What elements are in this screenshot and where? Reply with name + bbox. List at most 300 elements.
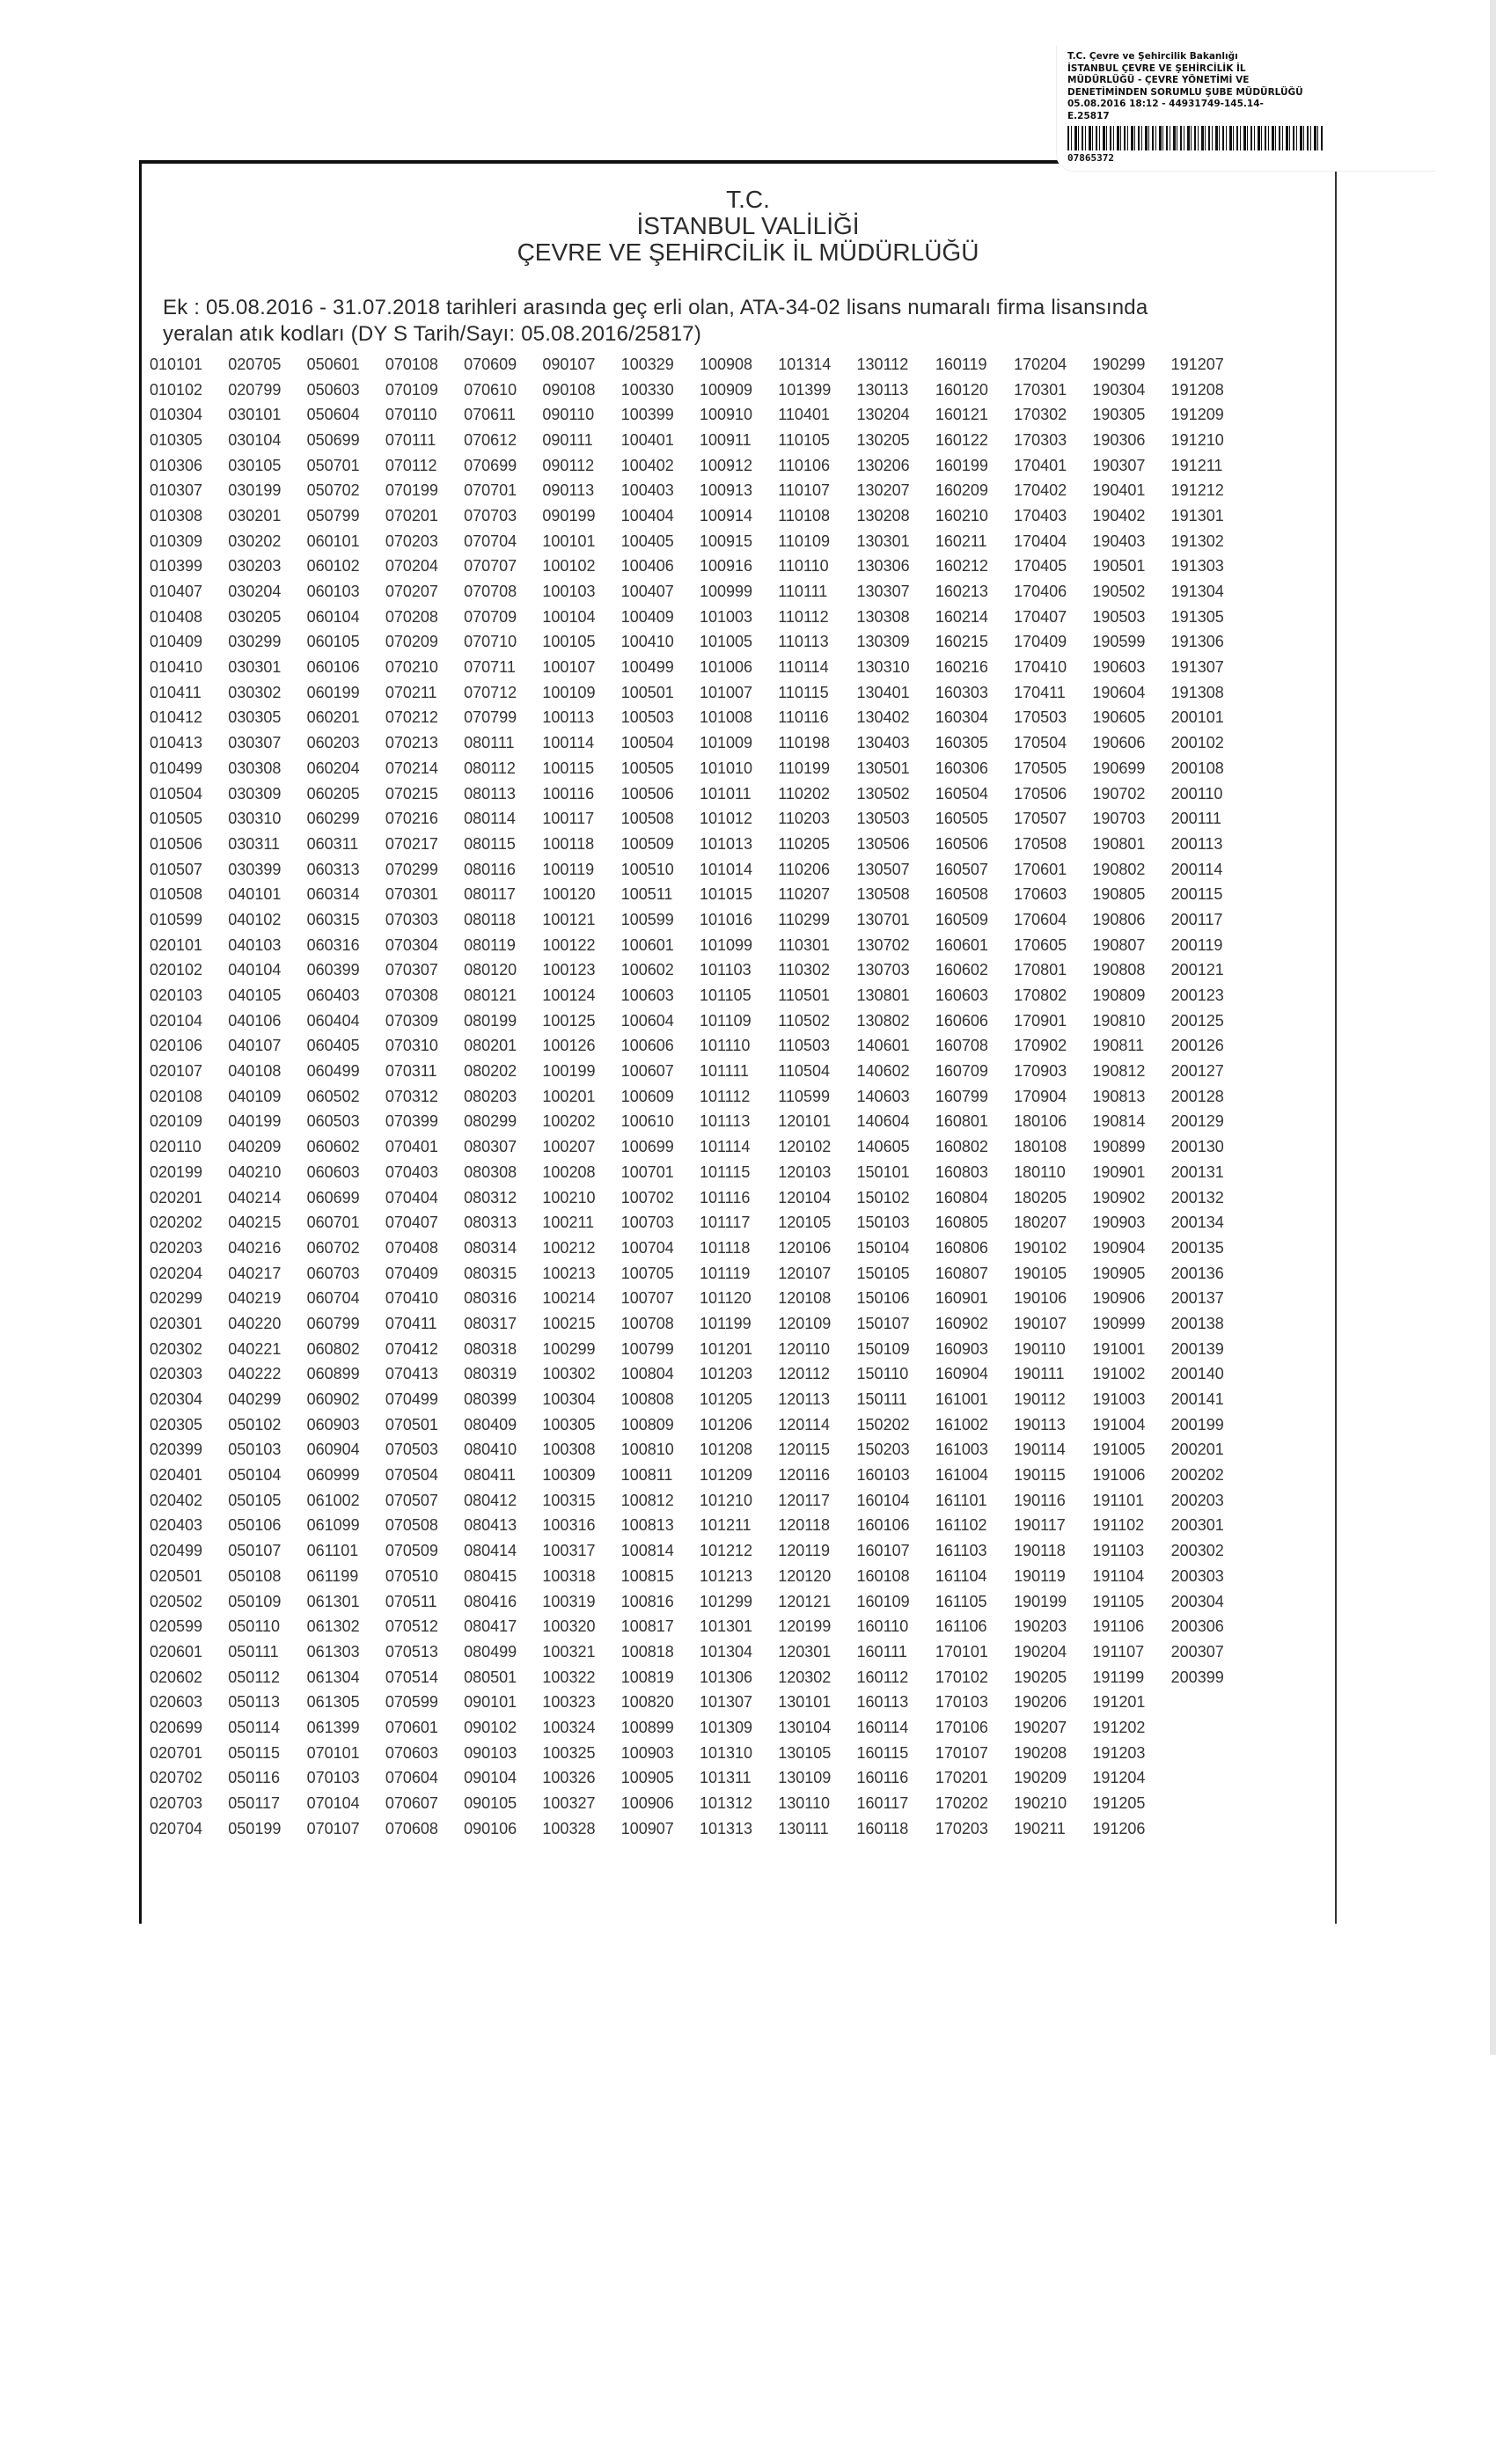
waste-code-cell: 200199	[1170, 1415, 1224, 1434]
waste-code-cell: 030199	[228, 481, 282, 500]
waste-code-cell: 101005	[699, 633, 753, 651]
waste-code-cell: 080314	[464, 1238, 517, 1257]
table-row	[150, 605, 1250, 630]
table-row	[150, 1084, 1250, 1110]
waste-code-cell: 100702	[620, 1188, 674, 1206]
waste-code-cell: 150101	[856, 1162, 910, 1181]
waste-code-cell: 190401	[1092, 481, 1146, 500]
waste-code-cell: 070408	[385, 1238, 438, 1257]
header-line-tc: T.C.	[726, 186, 770, 213]
waste-code-cell: 020402	[150, 1491, 203, 1509]
waste-code-cell: 191210	[1170, 430, 1224, 449]
waste-code-cell: 110503	[778, 1037, 830, 1055]
waste-code-cell: 100708	[620, 1314, 674, 1332]
waste-code-cell: 190813	[1092, 1087, 1146, 1105]
waste-code-cell: 101209	[699, 1466, 753, 1485]
waste-code-cell: 160114	[856, 1718, 909, 1736]
waste-code-cell: 130801	[856, 986, 910, 1005]
waste-code-cell: 030104	[228, 430, 282, 449]
table-row	[150, 1261, 1250, 1287]
waste-code-cell: 190107	[1014, 1314, 1067, 1332]
waste-code-cell: 070501	[385, 1415, 438, 1434]
waste-code-cell: 100914	[699, 506, 753, 524]
waste-code-cell: 190801	[1092, 834, 1146, 853]
waste-code-cell: 101201	[699, 1339, 753, 1358]
waste-code-cell: 070499	[385, 1390, 438, 1409]
waste-code-cell: 080399	[464, 1390, 517, 1409]
waste-code-cell: 070712	[464, 683, 517, 701]
waste-code-cell: 100201	[542, 1087, 596, 1105]
waste-code-cell: 190702	[1092, 784, 1146, 803]
waste-code-cell: 050112	[228, 1668, 281, 1686]
table-row	[150, 1311, 1250, 1337]
table-row	[150, 1488, 1250, 1514]
waste-code-cell: 120302	[778, 1668, 832, 1686]
waste-code-cell: 020202	[150, 1214, 203, 1232]
waste-code-cell: 191104	[1092, 1566, 1145, 1585]
waste-code-cell: 200111	[1170, 810, 1222, 828]
waste-code-cell: 070699	[464, 456, 517, 474]
waste-code-cell: 061002	[306, 1491, 360, 1509]
waste-code-cell: 101012	[699, 810, 753, 828]
waste-code-cell: 060899	[306, 1365, 360, 1383]
waste-code-cell: 101119	[699, 1264, 751, 1282]
waste-code-cell: 040215	[228, 1214, 282, 1232]
waste-code-cell: 100407	[620, 583, 674, 601]
waste-code-cell: 120102	[778, 1138, 832, 1156]
waste-code-cell: 170407	[1014, 607, 1067, 626]
table-row	[150, 1538, 1250, 1564]
waste-code-cell: 070507	[385, 1491, 438, 1509]
waste-code-cell: 030105	[228, 456, 282, 474]
waste-code-cell: 070308	[385, 986, 438, 1005]
waste-code-cell: 150111	[856, 1390, 907, 1409]
waste-code-cell: 100323	[542, 1693, 596, 1712]
waste-code-cell: 010508	[150, 885, 203, 904]
table-row	[150, 1286, 1250, 1311]
waste-code-cell: 190502	[1092, 583, 1146, 601]
waste-code-cell: 160113	[856, 1693, 909, 1712]
waste-code-cell: 100302	[542, 1365, 596, 1383]
waste-code-cell: 160212	[935, 557, 988, 576]
waste-code-cell: 110302	[778, 961, 830, 979]
waste-code-cell: 080202	[464, 1062, 517, 1081]
waste-code-cell: 140601	[856, 1037, 910, 1055]
waste-code-cell: 170801	[1014, 961, 1067, 979]
waste-code-cell: 070503	[385, 1441, 438, 1459]
waste-code-cell: 020599	[150, 1617, 203, 1636]
waste-code-cell: 160199	[935, 456, 988, 474]
waste-code-cell: 170406	[1014, 583, 1067, 601]
waste-code-cell: 050104	[228, 1466, 282, 1485]
waste-code-cell: 060701	[306, 1214, 360, 1232]
waste-code-cell: 100123	[542, 961, 596, 979]
waste-code-cell: 100326	[542, 1769, 596, 1787]
table-row	[150, 680, 1250, 706]
waste-code-cell: 070303	[385, 910, 438, 928]
waste-code-cell: 191212	[1170, 481, 1224, 500]
waste-code-cell: 200202	[1170, 1466, 1224, 1485]
table-row	[150, 630, 1250, 656]
waste-code-cell: 020108	[150, 1087, 203, 1105]
waste-code-cell: 200134	[1170, 1214, 1224, 1232]
waste-code-cell: 191002	[1092, 1365, 1146, 1383]
waste-code-cell: 070199	[385, 481, 438, 500]
waste-code-cell: 100406	[620, 557, 674, 576]
waste-code-cell: 060311	[306, 834, 359, 853]
waste-code-cell: 190102	[1014, 1238, 1067, 1257]
waste-code-cell: 160305	[935, 734, 988, 752]
waste-code-cell: 030301	[228, 658, 282, 677]
waste-code-cell: 010101	[150, 355, 203, 373]
waste-code-cell: 040108	[228, 1062, 282, 1081]
waste-code-cell: 030201	[228, 506, 282, 524]
waste-code-cell: 101103	[699, 961, 752, 979]
waste-code-cell: 130309	[856, 633, 910, 651]
waste-code-cell: 060104	[306, 607, 360, 626]
waste-code-cell: 100118	[542, 834, 595, 853]
waste-code-cell: 101307	[699, 1693, 753, 1712]
waste-code-cell: 100909	[699, 380, 753, 399]
table-row	[150, 453, 1250, 479]
waste-code-cell: 090110	[542, 406, 595, 424]
waste-code-cell: 101008	[699, 708, 753, 727]
waste-code-cell: 110205	[778, 834, 830, 853]
waste-code-cell: 100405	[620, 532, 674, 550]
waste-code-cell: 090108	[542, 380, 596, 399]
waste-code-cell: 061303	[306, 1642, 360, 1661]
waste-code-cell: 160506	[935, 834, 988, 853]
waste-code-cell: 160801	[935, 1112, 988, 1131]
waste-code-cell: 170505	[1014, 759, 1067, 777]
waste-code-cell: 130506	[856, 834, 910, 853]
waste-code-cell: 190403	[1092, 532, 1146, 550]
waste-code-cell: 170504	[1014, 734, 1067, 752]
waste-code-cell: 170301	[1014, 380, 1067, 399]
waste-code-cell: 190307	[1092, 456, 1146, 474]
waste-code-cell: 080111	[464, 734, 515, 752]
waste-code-cell: 130113	[856, 380, 909, 399]
waste-code-cell	[1171, 1741, 1250, 1766]
waste-code-cell: 191106	[1092, 1617, 1145, 1636]
waste-code-cell: 100213	[542, 1264, 596, 1282]
waste-code-cell: 010412	[150, 708, 203, 727]
waste-code-cell: 130403	[856, 734, 910, 752]
waste-code-cell: 100903	[620, 1743, 674, 1762]
waste-code-cell: 100814	[620, 1542, 674, 1560]
waste-code-cell: 200137	[1170, 1289, 1224, 1308]
waste-code-cell: 070108	[385, 355, 438, 373]
waste-code-cell: 180205	[1014, 1188, 1067, 1206]
waste-code-cell: 170411	[1014, 683, 1066, 701]
waste-code-cell: 150102	[856, 1188, 910, 1206]
waste-code-cell: 070215	[385, 784, 438, 803]
waste-code-cell: 130301	[856, 532, 910, 550]
waste-code-cell: 100808	[620, 1390, 674, 1409]
waste-code-cell: 100309	[542, 1466, 596, 1485]
waste-code-cell: 061301	[306, 1592, 360, 1610]
waste-code-cell: 100506	[620, 784, 674, 803]
waste-code-cell: 010308	[150, 506, 203, 524]
waste-code-cell: 160505	[935, 810, 988, 828]
waste-code-cell: 200135	[1170, 1238, 1224, 1257]
waste-code-cell: 070107	[306, 1819, 360, 1837]
waste-code-cell: 070599	[385, 1693, 438, 1712]
waste-code-cell: 060405	[306, 1037, 360, 1055]
waste-code-cell: 070307	[385, 961, 438, 979]
waste-code-cell: 100304	[542, 1390, 596, 1409]
waste-code-cell: 200110	[1170, 784, 1223, 803]
waste-code-cell: 070512	[385, 1617, 438, 1636]
waste-code-cell: 050109	[228, 1592, 282, 1610]
waste-code-cell: 170605	[1014, 935, 1067, 954]
waste-code-cell: 190305	[1092, 406, 1146, 424]
table-row	[150, 730, 1250, 756]
waste-code-cell: 060702	[306, 1238, 360, 1257]
waste-code-cell: 100610	[620, 1112, 674, 1131]
waste-code-cell: 160210	[935, 506, 988, 524]
waste-code-cell: 190906	[1092, 1289, 1146, 1308]
waste-code-cell: 060313	[306, 860, 360, 878]
waste-code-cell: 101109	[699, 1011, 752, 1030]
waste-code-cell: 010499	[150, 759, 203, 777]
waste-code-cell: 130112	[856, 355, 909, 373]
waste-code-cell: 100119	[542, 860, 595, 878]
waste-code-cell: 160119	[935, 355, 987, 373]
waste-code-cell: 020705	[228, 355, 282, 373]
waste-code-cell: 170409	[1014, 633, 1067, 651]
waste-code-cell: 100101	[542, 532, 596, 550]
waste-code-cell: 070409	[385, 1264, 438, 1282]
waste-code-cell: 190204	[1014, 1642, 1067, 1661]
waste-code-cell: 190809	[1092, 986, 1146, 1005]
waste-code-cell: 060316	[306, 935, 360, 954]
waste-code-cell: 100105	[542, 633, 596, 651]
waste-code-cell: 100124	[542, 986, 596, 1005]
waste-code-cell: 110198	[778, 734, 830, 752]
waste-code-cell: 070304	[385, 935, 438, 954]
waste-code-cell: 080299	[464, 1112, 517, 1131]
waste-code-cell: 100120	[542, 885, 596, 904]
waste-code-cell: 170410	[1014, 658, 1067, 677]
waste-code-cell: 200301	[1170, 1516, 1224, 1535]
waste-code-cell: 070411	[385, 1314, 437, 1332]
table-row	[150, 1362, 1250, 1388]
waste-code-cell: 160805	[935, 1214, 988, 1232]
waste-code-cell: 190501	[1092, 557, 1146, 576]
waste-code-cell: 060904	[306, 1441, 360, 1459]
waste-code-cell: 200113	[1170, 834, 1223, 853]
waste-code-cell: 200140	[1170, 1365, 1224, 1383]
waste-code-cell: 020501	[150, 1566, 203, 1585]
barcode-number: 07865372	[1067, 152, 1114, 164]
waste-code-cell: 191302	[1170, 532, 1224, 550]
waste-code-cell: 040210	[228, 1162, 282, 1181]
table-row	[150, 402, 1250, 428]
waste-code-cell: 070210	[385, 658, 438, 677]
waste-code-cell: 120199	[778, 1617, 832, 1636]
waste-code-cell: 100508	[620, 810, 674, 828]
waste-code-cell: 050106	[228, 1516, 282, 1535]
waste-code-cell: 130208	[856, 506, 910, 524]
waste-code-cell: 190111	[1014, 1365, 1065, 1383]
waste-code-cell: 170904	[1014, 1087, 1067, 1105]
waste-code-cell: 070607	[385, 1794, 438, 1813]
waste-code-cell: 190106	[1014, 1289, 1067, 1308]
waste-code-cell: 010102	[150, 380, 203, 399]
waste-code-cell: 100915	[699, 532, 753, 550]
waste-code-cell: 070101	[306, 1743, 360, 1762]
waste-code-cell: 101111	[699, 1062, 750, 1081]
document-header	[264, 187, 1232, 266]
waste-code-cell: 170507	[1014, 810, 1067, 828]
waste-code-cell: 070309	[385, 1011, 438, 1030]
waste-code-cell: 161003	[935, 1441, 988, 1459]
waste-code-cell: 020702	[150, 1769, 203, 1787]
waste-code-cell: 020799	[228, 380, 282, 399]
waste-code-cell: 090101	[464, 1693, 517, 1712]
waste-code-cell: 160807	[935, 1264, 988, 1282]
waste-code-cell: 120104	[778, 1188, 832, 1206]
waste-code-cell: 191001	[1092, 1339, 1146, 1358]
waste-code-cell: 120107	[778, 1264, 832, 1282]
waste-code-cell: 070604	[385, 1769, 438, 1787]
waste-code-cell: 050116	[228, 1769, 281, 1787]
waste-code-cell: 170107	[935, 1743, 988, 1762]
waste-code-cell: 160110	[856, 1617, 909, 1636]
waste-code-cell: 110106	[778, 456, 830, 474]
waste-code-cell: 100325	[542, 1743, 596, 1762]
waste-code-cell: 101110	[699, 1037, 751, 1055]
waste-code-cell: 191201	[1092, 1693, 1146, 1712]
waste-code-cell: 191103	[1092, 1542, 1145, 1560]
waste-code-cell: 010504	[150, 784, 203, 803]
waste-code-cell: 180106	[1014, 1112, 1067, 1131]
waste-code-cell: 090111	[542, 430, 593, 449]
waste-code-cell: 010306	[150, 456, 203, 474]
waste-code-cell: 170103	[935, 1693, 988, 1712]
waste-code-cell: 100328	[542, 1819, 596, 1837]
waste-code-cell: 100503	[620, 708, 674, 727]
waste-code-cell: 060502	[306, 1087, 360, 1105]
waste-code-cell: 150103	[856, 1214, 910, 1232]
waste-code-cell: 191301	[1170, 506, 1224, 524]
waste-code-cell: 100117	[542, 810, 595, 828]
waste-code-cell: 100910	[699, 406, 753, 424]
waste-code-cell: 190603	[1092, 658, 1146, 677]
waste-code-cell	[1171, 1715, 1250, 1741]
waste-code-cell: 050108	[228, 1566, 282, 1585]
waste-code-cell	[1171, 1791, 1250, 1816]
waste-code-cell: 180108	[1014, 1138, 1067, 1156]
waste-code-cell: 150105	[856, 1264, 910, 1282]
waste-code-cell: 170201	[935, 1769, 988, 1787]
waste-code-cell: 200399	[1170, 1668, 1224, 1686]
waste-code-cell: 100819	[620, 1668, 674, 1686]
waste-code-cell: 070104	[306, 1794, 360, 1813]
waste-code-cell: 130310	[856, 658, 910, 677]
table-row	[150, 958, 1250, 984]
waste-code-cell: 200125	[1170, 1011, 1224, 1030]
waste-code-cell: 010408	[150, 607, 203, 626]
waste-code-cell: 060314	[306, 885, 360, 904]
waste-code-cell: 020499	[150, 1542, 203, 1560]
table-row	[150, 1463, 1250, 1488]
waste-code-cell: 120110	[778, 1339, 830, 1358]
waste-code-cell: 190811	[1092, 1037, 1145, 1055]
waste-code-cell: 030310	[228, 810, 282, 828]
waste-code-cell: 090102	[464, 1718, 517, 1736]
waste-code-cell: 040199	[228, 1112, 282, 1131]
waste-code-cell: 030302	[228, 683, 282, 701]
table-row	[150, 706, 1250, 731]
waste-code-cell: 101208	[699, 1441, 753, 1459]
waste-code-cell: 070707	[464, 557, 517, 576]
waste-code-cell: 190119	[1014, 1566, 1066, 1585]
waste-code-cell: 160213	[935, 583, 988, 601]
waste-code-cell: 070413	[385, 1365, 438, 1383]
barcode-icon	[1067, 126, 1323, 150]
waste-code-cell: 100320	[542, 1617, 596, 1636]
waste-code-cell: 100603	[620, 986, 674, 1005]
waste-code-cell: 020203	[150, 1238, 203, 1257]
waste-code-cell: 020303	[150, 1365, 203, 1383]
waste-code-cell: 030309	[228, 784, 282, 803]
waste-code-cell: 100210	[542, 1188, 596, 1206]
waste-code-cell: 070111	[385, 430, 436, 449]
waste-code-cell: 050603	[306, 380, 360, 399]
waste-code-cell: 040216	[228, 1238, 282, 1257]
waste-code-cell: 100601	[620, 935, 674, 954]
waste-code-cell: 070703	[464, 506, 517, 524]
table-row	[150, 1059, 1250, 1084]
table-row	[150, 933, 1250, 958]
waste-code-cell: 100403	[620, 481, 674, 500]
waste-code-cell: 050114	[228, 1718, 281, 1736]
waste-code-cell: 060315	[306, 910, 360, 928]
waste-code-cell: 101311	[699, 1769, 752, 1787]
waste-code-cell: 061399	[306, 1718, 360, 1736]
waste-code-cell: 160103	[856, 1466, 910, 1485]
waste-code-cell: 110115	[778, 683, 829, 701]
waste-code-cell: 061099	[306, 1516, 360, 1535]
waste-code-cell: 070710	[464, 633, 517, 651]
waste-code-cell: 160121	[935, 406, 988, 424]
waste-code-cell: 160904	[935, 1365, 988, 1383]
waste-code-cell: 101301	[699, 1617, 753, 1636]
waste-code-cell: 100316	[542, 1516, 596, 1535]
waste-code-cell: 100813	[620, 1516, 674, 1535]
waste-code-cell: 100125	[542, 1011, 596, 1030]
waste-code-cell: 120118	[778, 1516, 830, 1535]
waste-code-cell: 100113	[542, 708, 595, 727]
waste-code-cell: 110112	[778, 607, 829, 626]
waste-code-cell: 100599	[620, 910, 674, 928]
waste-code-cell: 170403	[1014, 506, 1067, 524]
waste-code-cell: 100906	[620, 1794, 674, 1813]
waste-code-cell: 020601	[150, 1642, 203, 1661]
waste-code-cell: 061101	[306, 1542, 359, 1560]
waste-code-cell: 190999	[1092, 1314, 1146, 1332]
waste-code-cell: 070201	[385, 506, 438, 524]
waste-code-cell: 060399	[306, 961, 360, 979]
waste-code-cell: 100116	[542, 784, 595, 803]
table-row	[150, 1236, 1250, 1261]
waste-code-cell: 050601	[306, 355, 360, 373]
waste-code-cell: 050103	[228, 1441, 282, 1459]
waste-code-cell: 100602	[620, 961, 674, 979]
waste-code-cell: 150107	[856, 1314, 910, 1332]
